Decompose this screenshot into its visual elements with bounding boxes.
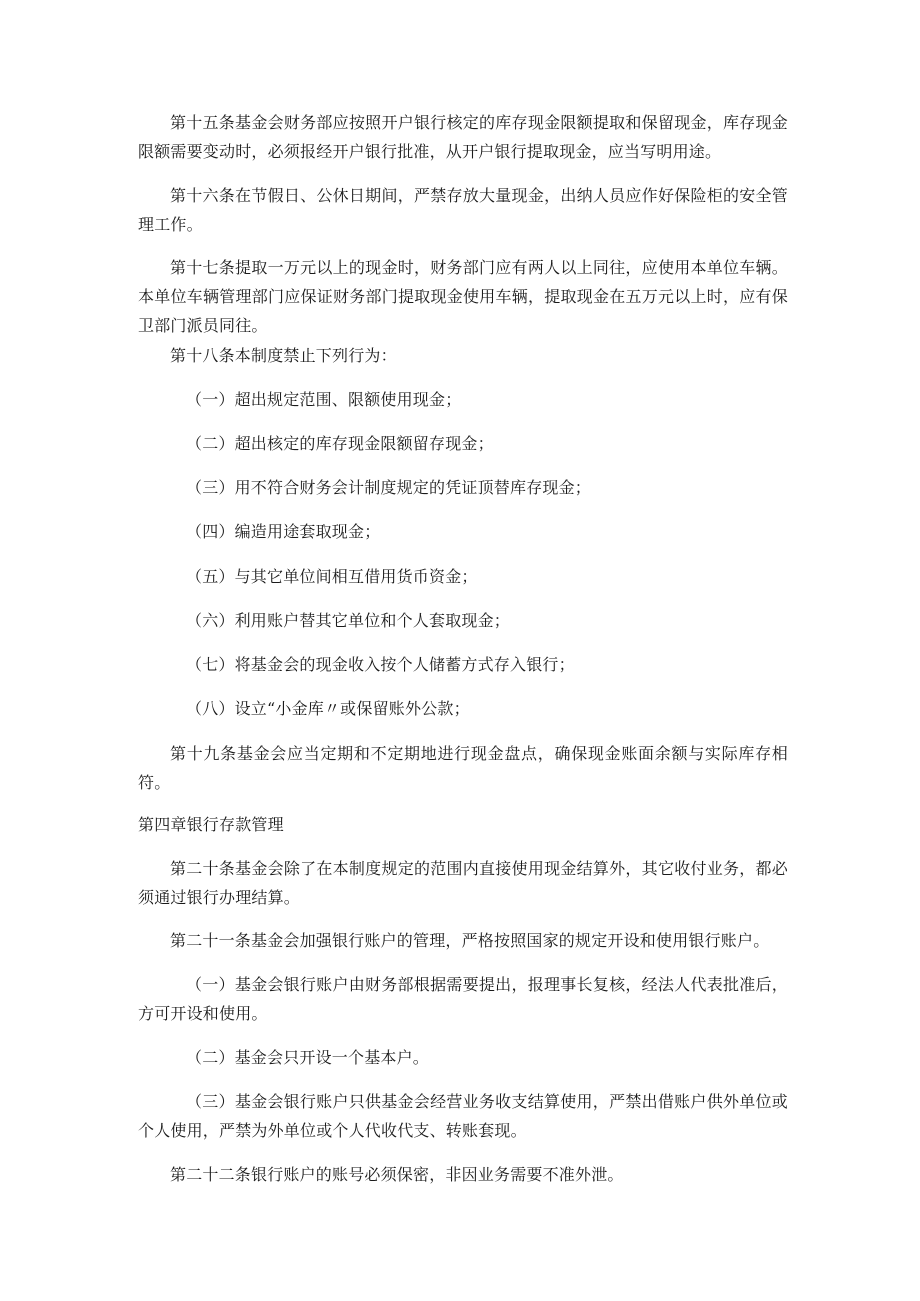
- prohibition-item-8: （八）设立“小金库〃或保留账外公款；: [186, 699, 470, 718]
- article-16: 第十六条在节假日、公休日期间，严禁存放大量现金，出纳人员应作好保险柜的安全管理工作。: [138, 186, 788, 234]
- article-21-item-1: （一）基金会银行账户由财务部根据需要提出，报理事长复核，经法人代表批准后，方可开设和使用。: [138, 975, 788, 1023]
- prohibition-item-7: （七）将基金会的现金收入按个人储蓄方式存入银行；: [186, 655, 575, 674]
- article-21-item-3: （三）基金会银行账户只供基金会经营业务收支结算使用，严禁出借账户供外单位或个人使用，严禁为外单位或个人代收代支、转账套现。: [138, 1092, 788, 1140]
- article-15: 第十五条基金会财务部应按照开户银行核定的库存现金限额提取和保留现金，库存现金限额需要变动时，必须报经开户银行批准，从开户银行提取现金，应当写明用途。: [138, 113, 788, 161]
- prohibition-item-1: （一）超出规定范围、限额使用现金；: [186, 390, 462, 409]
- article-22: 第二十二条银行账户的账号必须保密，非因业务需要不准外泄。: [170, 1165, 624, 1184]
- prohibition-item-4: （四）编造用途套取现金；: [186, 522, 381, 541]
- article-17: 第十七条提取一万元以上的现金时，财务部门应有两人以上同往，应使用本单位车辆。本单位车辆管理部门应保证财务部门提取现金使用车辆，提取现金在五万元以上时，应有保卫部门派员同往。: [138, 258, 788, 335]
- article-21: 第二十一条基金会加强银行账户的管理，严格按照国家的规定开设和使用银行账户。: [170, 931, 770, 950]
- prohibition-item-6: （六）利用账户替其它单位和个人套取现金；: [186, 611, 511, 630]
- article-19: 第十九条基金会应当定期和不定期地进行现金盘点，确保现金账面余额与实际库存相符。: [138, 744, 788, 792]
- article-21-item-2: （二）基金会只开设一个基本户。: [186, 1048, 430, 1067]
- article-18: 第十八条本制度禁止下列行为：: [170, 346, 397, 365]
- prohibition-item-5: （五）与其它单位间相互借用货币资金；: [186, 567, 478, 586]
- prohibition-item-2: （二）超出核定的库存现金限额留存现金；: [186, 434, 494, 453]
- chapter-4-heading: 第四章银行存款管理: [138, 815, 284, 834]
- article-20: 第二十条基金会除了在本制度规定的范围内直接使用现金结算外，其它收付业务，都必须通过银行办理结算。: [138, 859, 788, 907]
- prohibition-item-3: （三）用不符合财务会计制度规定的凭证顶替库存现金；: [186, 478, 592, 497]
